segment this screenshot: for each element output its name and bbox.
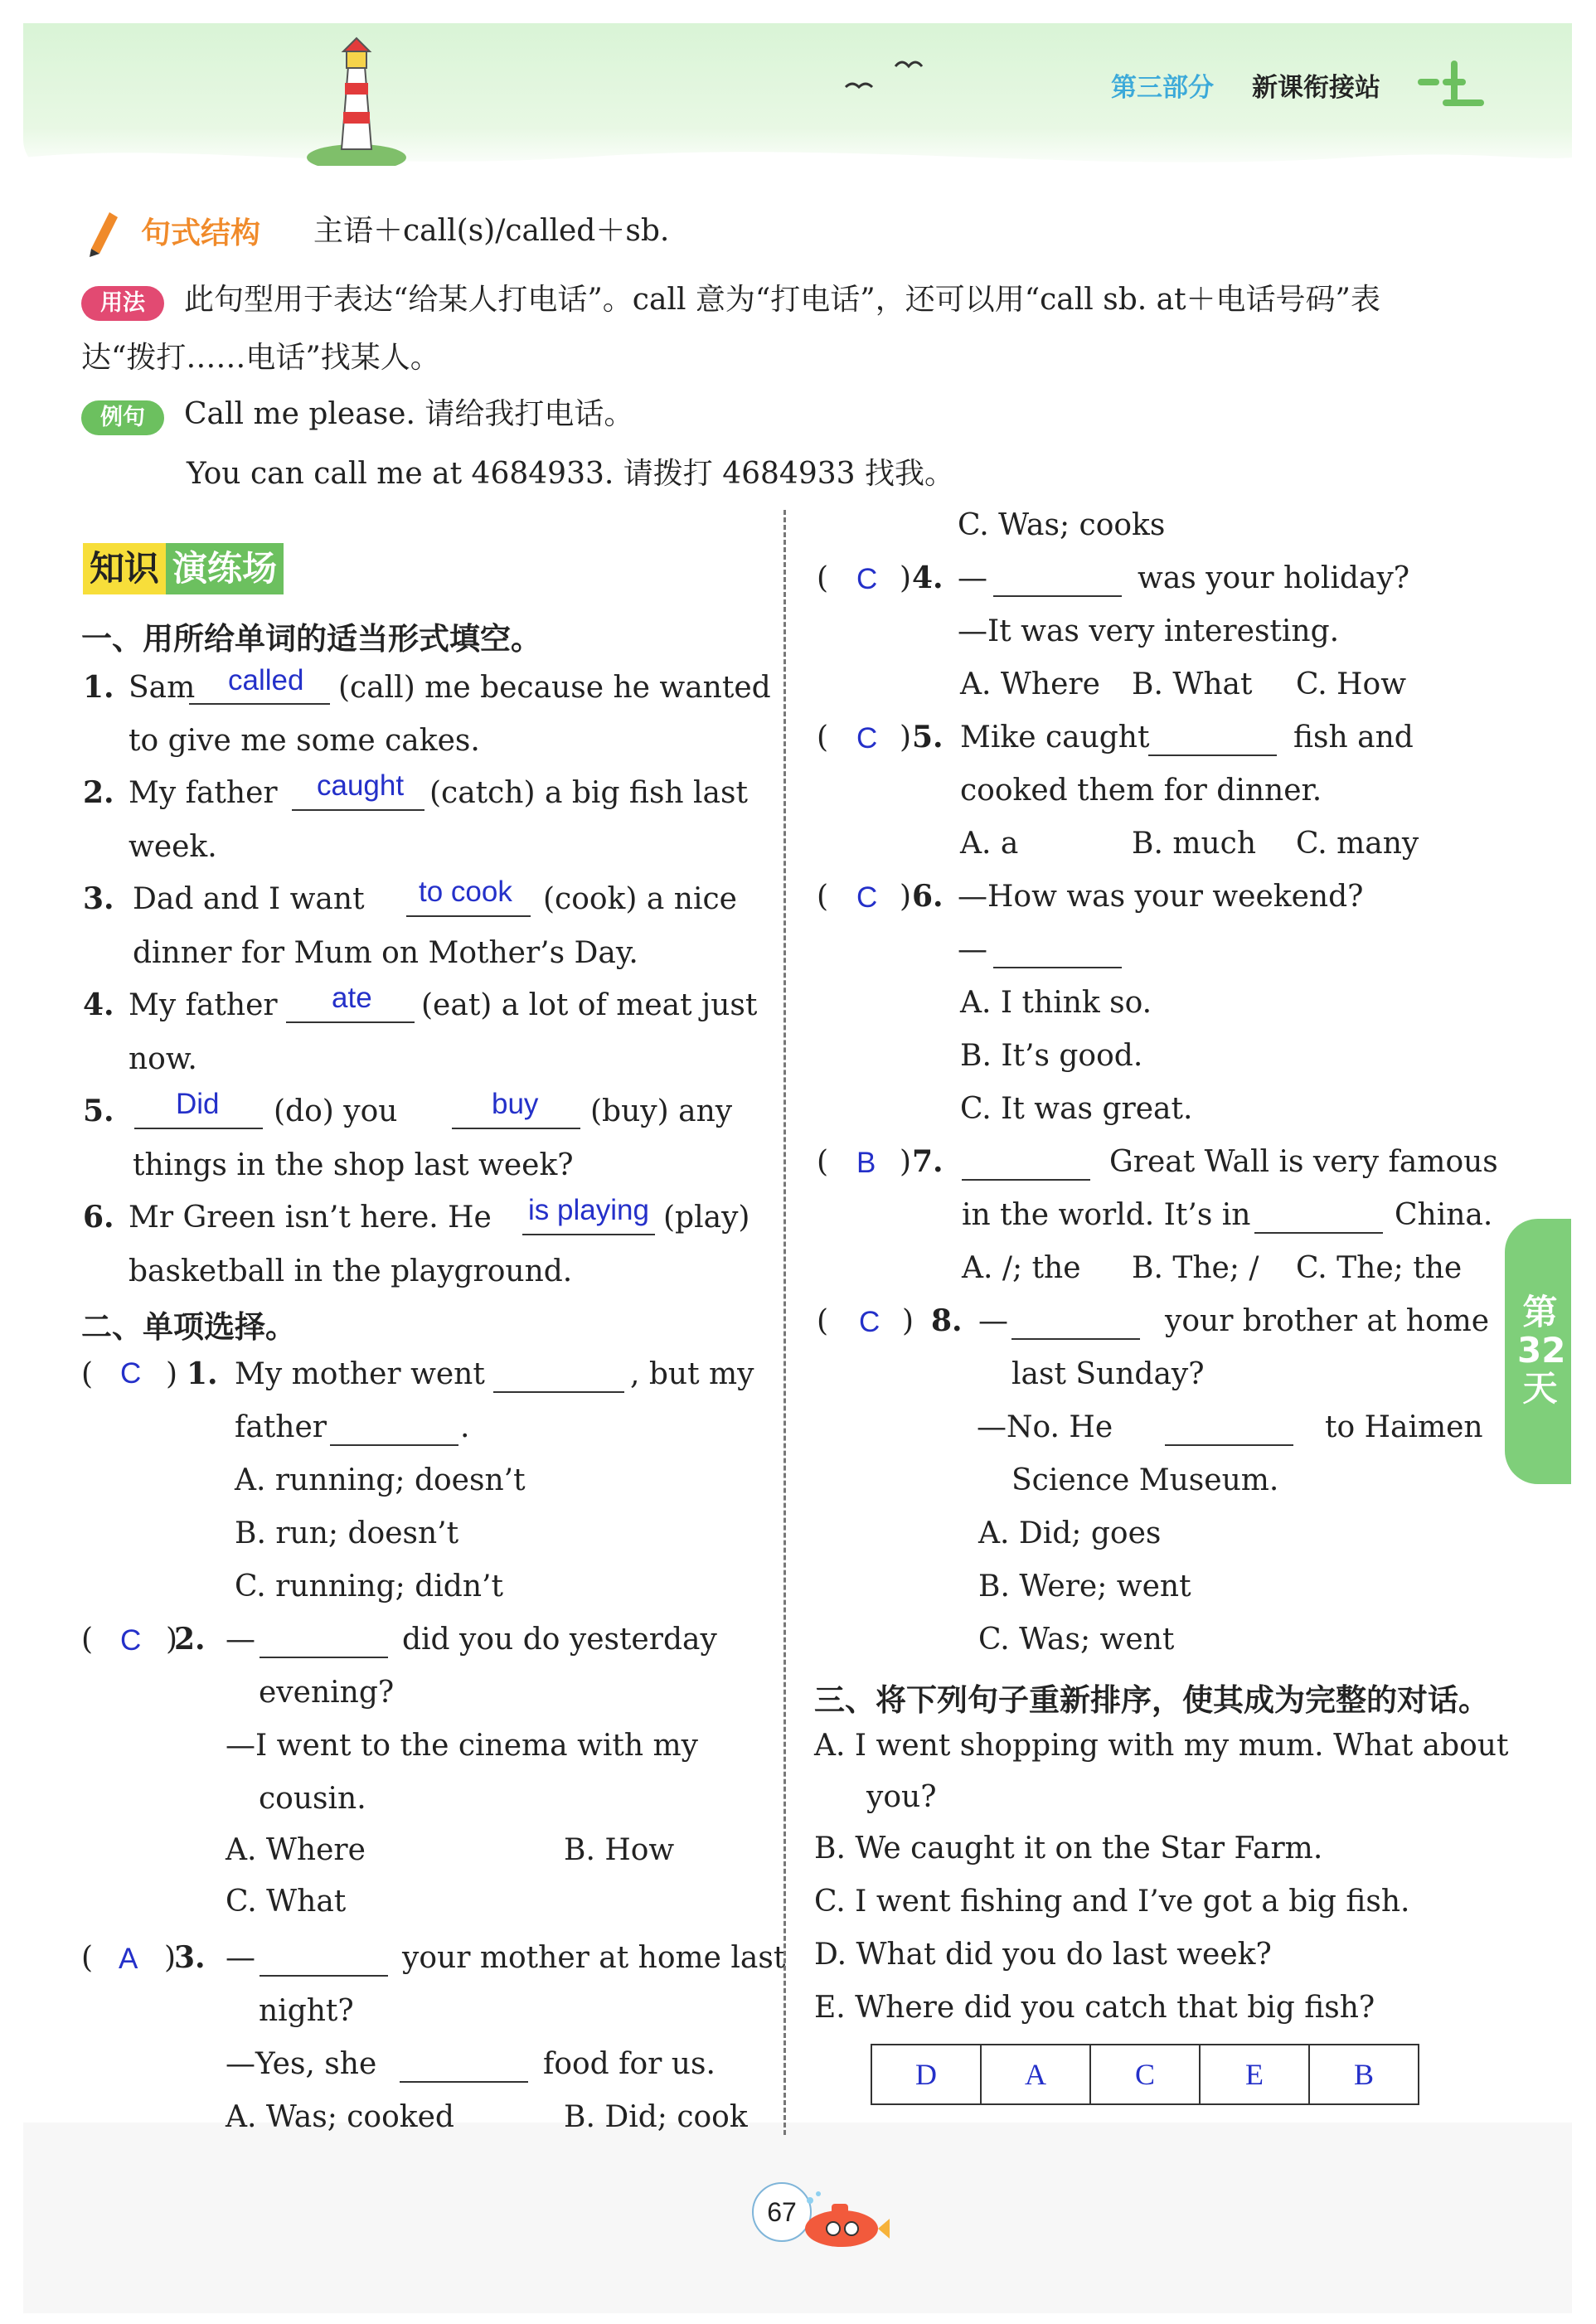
- usage-line-2: 达“拨打……电话”找某人。: [81, 341, 440, 375]
- grammar-structure: 主语＋call(s)/called＋sb.: [313, 214, 670, 248]
- order-cell-1: D: [871, 2045, 981, 2104]
- q7-answer: B: [856, 1147, 876, 1179]
- s1-item6-text-b: (play): [663, 1201, 750, 1235]
- q7-stem-2: in the world. It’s in: [962, 1198, 1251, 1232]
- s1-item4-text-a: My father: [129, 988, 278, 1022]
- s1-item5-blank1: [134, 1128, 263, 1129]
- q5-option-a: A. a: [960, 827, 1019, 861]
- q1-stem: My mother went: [235, 1357, 485, 1391]
- s1-item6-blank: [522, 1234, 655, 1235]
- q7-number: 7.: [912, 1144, 944, 1179]
- s1-item3-text-b: (cook) a nice: [543, 882, 737, 916]
- q5-stem-2: cooked them for dinner.: [960, 774, 1322, 808]
- q5-number: 5.: [912, 720, 944, 754]
- s1-item1-number: 1.: [83, 670, 114, 705]
- s1-item3-number: 3.: [83, 881, 114, 916]
- page-number: 67: [752, 2182, 812, 2242]
- q4-dash: —: [958, 561, 987, 595]
- q2-option-c: C. What: [226, 1885, 347, 1919]
- grammar-label: 句式结构: [141, 216, 261, 250]
- submarine-icon: [792, 2189, 891, 2255]
- s1-item5-text-a: (do) you: [274, 1094, 398, 1128]
- s3-sentence-b: B. We caught it on the Star Farm.: [814, 1832, 1323, 1866]
- s1-item6-line2: basketball in the playground.: [129, 1254, 573, 1288]
- order-answer-table: [871, 2044, 1419, 2105]
- q8-reply: —No. He: [977, 1410, 1113, 1444]
- s1-item1-answer: called: [228, 664, 304, 696]
- header-wave: [23, 141, 1572, 174]
- column-divider: [783, 510, 786, 2135]
- q8-stem: your brother at home: [1165, 1304, 1490, 1338]
- q2-option-b: B. How: [564, 1833, 675, 1867]
- s3-sentence-e: E. Where did you catch that big fish?: [814, 1991, 1375, 2025]
- q3-stem-2: night?: [259, 1994, 354, 2028]
- usage-line-1: 此句型用于表达“给某人打电话”。call 意为“打电话”，还可以用“call sb. at＋电话号码”表: [184, 283, 1380, 317]
- order-cell-5: B: [1309, 2045, 1419, 2104]
- q4-number: 4.: [912, 560, 944, 595]
- q7-option-c: C. The; the: [1296, 1251, 1463, 1285]
- practice-title-part2: 演练场: [166, 543, 284, 594]
- usage-badge: 用法: [81, 286, 164, 321]
- q3-answer: A: [119, 1943, 138, 1975]
- section3-title: 三、将下列句子重新排序，使其成为完整的对话。: [814, 1682, 1489, 1718]
- q7-option-b: B. The; /: [1132, 1251, 1259, 1285]
- s1-item5-blank2: [452, 1128, 580, 1129]
- q4-option-c: C. How: [1296, 667, 1407, 701]
- q8-option-c: C. Was; went: [978, 1623, 1175, 1657]
- q3-reply-b: food for us.: [543, 2047, 716, 2081]
- s1-item2-line2: week.: [129, 830, 217, 864]
- q2-number: 2.: [174, 1622, 206, 1657]
- table-row: [871, 2045, 1419, 2104]
- s1-item1-text-b: (call) me because he wanted: [338, 671, 771, 705]
- q8-option-a: A. Did; goes: [978, 1516, 1162, 1550]
- q3-option-c: C. Was; cooks: [958, 508, 1166, 542]
- q2-answer: C: [120, 1624, 142, 1657]
- s1-item4-line2: now.: [129, 1042, 197, 1076]
- s1-item2-answer: caught: [317, 769, 405, 802]
- s1-item6-number: 6.: [83, 1200, 114, 1235]
- q5-option-b: B. much: [1132, 827, 1257, 861]
- q3-blank2: [400, 2081, 528, 2083]
- q3-reply: —Yes, she: [226, 2047, 377, 2081]
- s1-item1-blank: [189, 703, 330, 705]
- q5-stem: Mike caught: [960, 720, 1150, 754]
- q2-reply-2: cousin.: [259, 1782, 366, 1816]
- q7-blank2: [1254, 1232, 1383, 1234]
- s1-item1-text-a: Sam: [129, 671, 196, 705]
- q6-number: 6.: [912, 879, 944, 914]
- s1-item5-answer1: Did: [176, 1088, 220, 1120]
- q8-number: 8.: [931, 1303, 963, 1338]
- q2-option-a: A. Where: [226, 1833, 366, 1867]
- q4-option-a: A. Where: [960, 667, 1100, 701]
- s1-item5-text-b: (buy) any: [590, 1094, 733, 1128]
- day-side-tab-label: 第32天: [1517, 1292, 1566, 1409]
- s1-item3-blank: [406, 915, 531, 917]
- s1-item2-blank: [292, 809, 424, 811]
- q1-number: 1.: [187, 1356, 218, 1391]
- s1-item2-number: 2.: [83, 775, 114, 810]
- s1-item6-answer: is playing: [528, 1194, 649, 1226]
- example-badge: 例句: [81, 400, 164, 435]
- q4-reply: —It was very interesting.: [958, 614, 1340, 648]
- q7-blank1: [962, 1179, 1090, 1181]
- example-1: Call me please. 请给我打电话。: [184, 397, 634, 431]
- q1-blank2: [330, 1444, 458, 1446]
- q8-blank1: [1011, 1338, 1140, 1340]
- s1-item4-answer: ate: [332, 982, 372, 1014]
- header-part: 第三部分: [1111, 73, 1214, 103]
- practice-title: [83, 543, 284, 594]
- q3-option-a: A. Was; cooked: [226, 2100, 454, 2134]
- s1-item5-number: 5.: [83, 1094, 114, 1128]
- q8-reply-2: Science Museum.: [1011, 1463, 1279, 1497]
- q1-option-c: C. running; didn’t: [235, 1570, 503, 1604]
- q1-answer: C: [120, 1357, 142, 1390]
- s1-item2-text-a: My father: [129, 776, 278, 810]
- q5-answer: C: [856, 722, 878, 754]
- q1-option-b: B. run; doesn’t: [235, 1516, 459, 1550]
- q6-option-a: A. I think so.: [960, 986, 1152, 1020]
- s1-item4-number: 4.: [83, 987, 114, 1022]
- q2-stem-2: evening?: [259, 1676, 395, 1710]
- section1-title: 一、用所给单词的适当形式填空。: [81, 621, 541, 657]
- q5-blank: [1148, 754, 1277, 756]
- section2-title: 二、单项选择。: [81, 1309, 296, 1345]
- s1-item3-text-a: Dad and I want: [133, 882, 365, 916]
- s1-item6-text-a: Mr Green isn’t here. He: [129, 1201, 492, 1235]
- s3-sentence-a: A. I went shopping with my mum. What about: [814, 1729, 1509, 1763]
- q8-option-b: B. Were; went: [978, 1570, 1191, 1604]
- q2-stem: did you do yesterday: [402, 1623, 717, 1657]
- practice-title-part1: 知识: [83, 543, 166, 594]
- lighthouse-icon: [307, 33, 406, 166]
- order-cell-3: C: [1090, 2045, 1200, 2104]
- order-cell-4: E: [1200, 2045, 1309, 2104]
- q3-number: 3.: [174, 1940, 206, 1975]
- q8-blank2: [1165, 1444, 1293, 1446]
- q5-stem-b: fish and: [1293, 720, 1414, 754]
- q2-blank: [260, 1657, 388, 1658]
- q4-answer: C: [856, 563, 878, 595]
- q6-answer: C: [856, 881, 878, 914]
- q1-option-a: A. running; doesn’t: [235, 1463, 526, 1497]
- q6-option-b: B. It’s good.: [960, 1039, 1143, 1073]
- q1-blank1: [493, 1391, 624, 1393]
- q4-stem: was your holiday?: [1138, 561, 1410, 595]
- q3-blank1: [260, 1975, 388, 1977]
- q7-stem: Great Wall is very famous: [1109, 1145, 1498, 1179]
- birds-icon: [837, 50, 937, 99]
- s1-item3-line2: dinner for Mum on Mother’s Day.: [133, 936, 638, 970]
- s1-item1-line2: to give me some cakes.: [129, 724, 480, 758]
- header-section-name: 新课衔接站: [1252, 73, 1380, 103]
- example-2: You can call me at 4684933. 请拨打 4684933 找我。: [187, 457, 954, 491]
- order-cell-2: A: [981, 2045, 1090, 2104]
- s1-item5-answer2: buy: [492, 1088, 539, 1120]
- s3-sentence-c: C. I went fishing and I’ve got a big fish.: [814, 1885, 1410, 1919]
- q1-stem-b: , but my: [630, 1357, 754, 1391]
- q1-period: .: [460, 1410, 470, 1444]
- s1-item4-text-b: (eat) a lot of meat just: [421, 988, 758, 1022]
- q6-blank: [993, 967, 1122, 968]
- q2-dash: —: [226, 1623, 255, 1657]
- q2-reply: —I went to the cinema with my: [226, 1729, 698, 1763]
- q5-option-c: C. many: [1296, 827, 1419, 861]
- s1-item2-text-b: (catch) a big fish last: [429, 776, 748, 810]
- pencil-icon: [83, 207, 121, 257]
- q3-stem: your mother at home last: [402, 1941, 786, 1975]
- s1-item5-line2: things in the shop last week?: [133, 1148, 574, 1182]
- q3-option-b: B. Did; cook: [564, 2100, 748, 2134]
- header-deco-icon: [1418, 54, 1492, 112]
- q8-reply-b: to Haimen: [1325, 1410, 1483, 1444]
- q7-option-a: A. /; the: [962, 1251, 1081, 1285]
- q6-reply: —: [958, 933, 987, 967]
- q4-blank: [993, 595, 1122, 597]
- q8-dash: —: [978, 1304, 1008, 1338]
- s1-item3-answer: to cook: [419, 876, 512, 908]
- q1-stem-2: father: [235, 1410, 327, 1444]
- q6-option-c: C. It was great.: [960, 1092, 1193, 1126]
- s1-item4-blank: [286, 1021, 415, 1023]
- workbook-page: 第三部分 新课衔接站 句式结构 主语＋call(s)/called＋sb. 用法 此句型用于表达“给某人打电话”。call 意为“打电话”，还可以用“call sb. at＋电话号码”表 达“拨打……电话”找某人。 例句 Call me please. 请给我打电话。 You can call me at 4684933. 请拨打 4684933 找我。 知识 演练场 一、用所给单词的适当形式填空。 1. Sam called (call) me because he wanted to give me some cakes. 2. My father caught (catch) a big fish last week. 3. Dad and I want to cook (cook) a nice dinner for Mum on Mother’s Day. 4. My father ate (eat) a lot of meat just now. 5. Did (do) you buy (buy) any things in the shop last week? 6. Mr Green isn’t here. He is playing (play) basketball in the playground. 二、单项选择。 ( C ) 1. My mother went , but my father . A. running; doesn’t B. run; doesn’t C. running; didn’t ( C ) 2. — did you do yesterday evening? —I went to the cinema with my cousin. A. Where B. How C. What ( A ) 3. — your mother at home last night? —Yes, she food for us. A. Was; cooked B. Did; cook C. Was; cooks ( C ) 4. — was your holiday? —It was very interesting. A. Where B. What C. How ( C ) 5. Mike caught fish and cooked them for dinner. A. a B. much C. many ( C ) 6. —How was your weekend? — A. I think so. B. It’s good. C. It was great. ( B ) 7. Great Wall is very famous in the world. It’s in China. A. /; the B. The; / C. The; the ( C ) 8. — your brother at home last Sunday? —No. He to Haimen Science Museum. A. Did; goes B. Were; went C. Was; went 三、将下列句子重新排序，使其成为完整的对话。 A. I went shopping with my mum. What about you? B. We caught it on the Star Farm. C. I went fishing and I’ve got a big fish. D. What did you do last week? E. Where did you catch that big fish? D A C E B 第32天 67: [0, 0, 1596, 2324]
- q3-dash: —: [226, 1941, 255, 1975]
- s3-sentence-d: D. What did you do last week?: [814, 1938, 1272, 1972]
- q7-stem-2b: China.: [1395, 1198, 1493, 1232]
- s3-sentence-a-cont: you?: [866, 1780, 937, 1814]
- q6-stem: —How was your weekend?: [958, 880, 1364, 914]
- q4-option-b: B. What: [1132, 667, 1253, 701]
- q8-stem-2: last Sunday?: [1011, 1357, 1205, 1391]
- q8-answer: C: [859, 1306, 880, 1338]
